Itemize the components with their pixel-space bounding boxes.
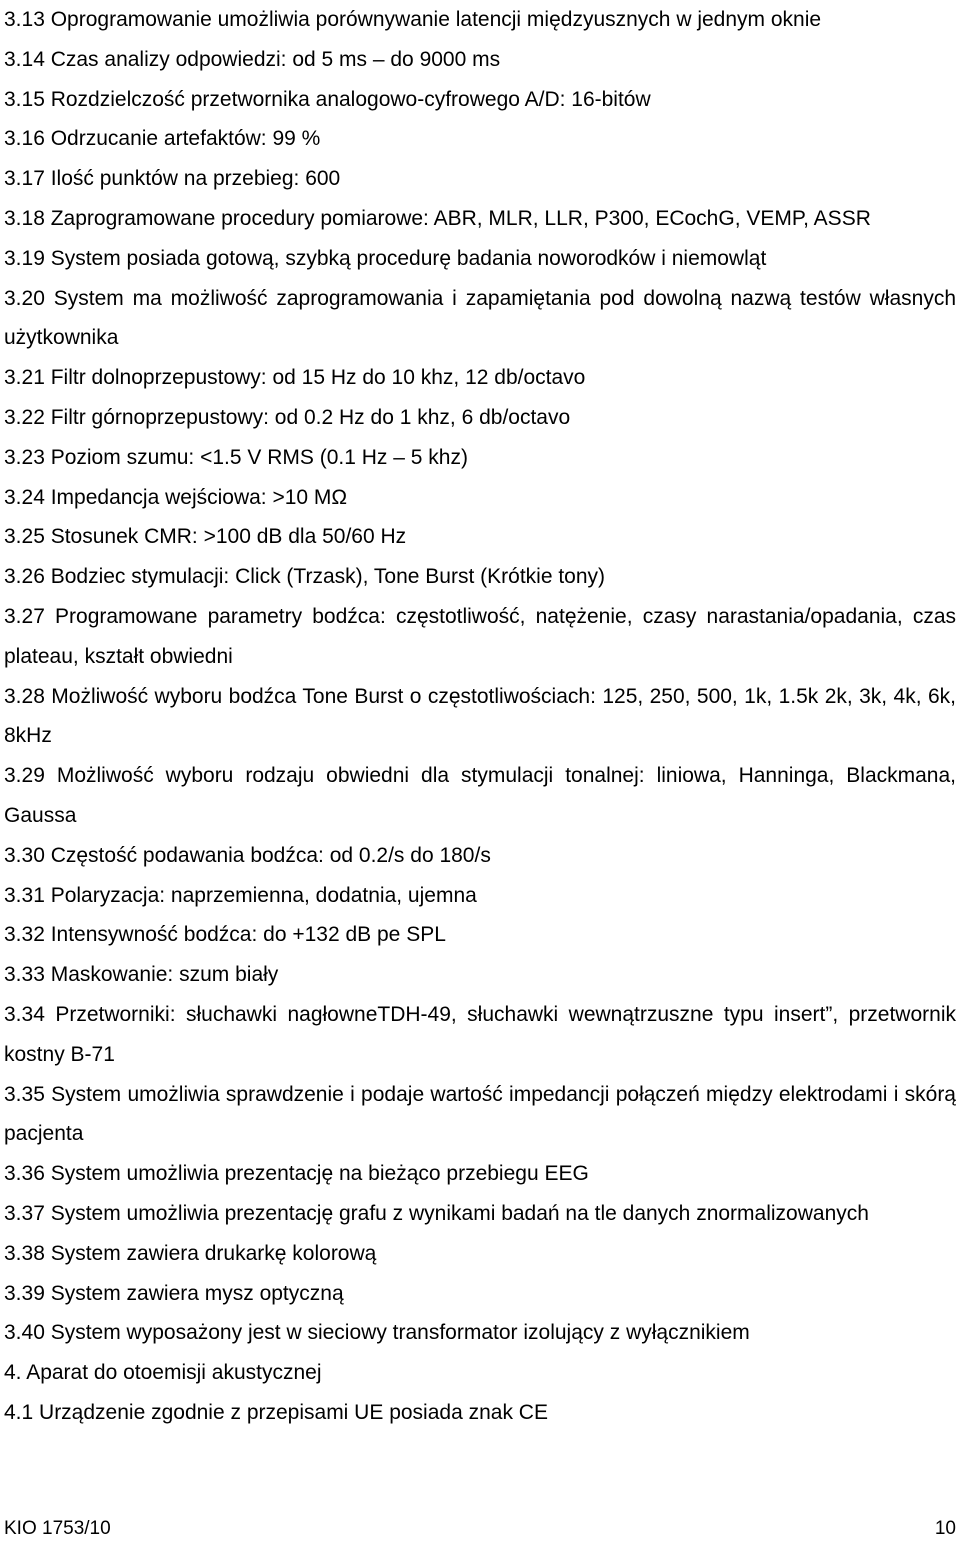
spec-item-3-22: 3.22 Filtr górnoprzepustowy: od 0.2 Hz do 1 khz, 6 db/octavo: [4, 405, 571, 429]
spec-item-3-34: 3.34 Przetworniki: słuchawki nagłowneTDH-49, słuchawki wewnątrzuszne typu insert”, przetwornik kostny B-71: [4, 1002, 956, 1066]
spec-item-3-20: 3.20 System ma możliwość zaprogramowania i zapamiętania pod dowolną nazwą testów własnych użytkownika: [4, 286, 956, 350]
spec-item-3-30: 3.30 Częstość podawania bodźca: od 0.2/s do 180/s: [4, 843, 491, 867]
spec-item-3-29: 3.29 Możliwość wyboru rodzaju obwiedni dla stymulacji tonalnej: liniowa, Hanninga, Blackmana, Gaussa: [4, 764, 956, 827]
spec-item-3-16: 3.16 Odrzucanie artefaktów: 99 %: [4, 127, 321, 151]
spec-item-3-15: 3.15 Rozdzielczość przetwornika analogowo-cyfrowego A/D: 16-bitów: [4, 87, 651, 111]
spec-item-3-24: 3.24 Impedancja wejściowa: >10 MΩ: [4, 485, 348, 509]
spec-item-3-32: 3.32 Intensywność bodźca: do +132 dB pe SPL: [4, 923, 446, 947]
page-footer: [4, 1518, 956, 1540]
spec-item-4-1: 4.1 Urządzenie zgodnie z przepisami UE posiada znak CE: [4, 1400, 548, 1424]
spec-item-3-25: 3.25 Stosunek CMR: >100 dB dla 50/60 Hz: [4, 525, 407, 549]
spec-item-3-14: 3.14 Czas analizy odpowiedzi: od 5 ms – do 9000 ms: [4, 47, 501, 71]
spec-item-3-18: 3.18 Zaprogramowane procedury pomiarowe: ABR, MLR, LLR, P300, ECochG, VEMP, ASSR: [4, 206, 871, 230]
spec-item-3-26: 3.26 Bodziec stymulacji: Click (Trzask), Tone Burst (Krótkie tony): [4, 565, 606, 589]
spec-item-3-35: 3.35 System umożliwia sprawdzenie i podaje wartość impedancji połączeń między elektrodami i skórą pacjenta: [4, 1082, 956, 1146]
spec-item-3-19: 3.19 System posiada gotową, szybką procedurę badania noworodków i niemowląt: [4, 246, 767, 270]
spec-item-3-23: 3.23 Poziom szumu: <1.5 V RMS (0.1 Hz – 5 khz): [4, 445, 468, 469]
section-heading-4: 4. Aparat do otoemisji akustycznej: [4, 1361, 322, 1385]
footer-reference: KIO 1753/10: [4, 1518, 111, 1539]
spec-item-3-17: 3.17 Ilość punktów na przebieg: 600: [4, 167, 341, 191]
spec-item-3-27: 3.27 Programowane parametry bodźca: częstotliwość, natężenie, czasy narastania/opadania, czas plateau, kształt obwiedni: [4, 604, 956, 668]
page-number: 10: [934, 1518, 956, 1539]
spec-item-3-39: 3.39 System zawiera mysz optyczną: [4, 1281, 344, 1305]
spec-item-3-36: 3.36 System umożliwia prezentację na bieżąco przebiegu EEG: [4, 1162, 589, 1186]
spec-item-3-28: 3.28 Możliwość wyboru bodźca Tone Burst o częstotliwościach: 125, 250, 500, 1k, 1.5k 2k, 3k, 4k, 6k, 8kHz: [4, 684, 956, 748]
document-body: [4, 0, 956, 1433]
spec-item-3-31: 3.31 Polaryzacja: naprzemienna, dodatnia, ujemna: [4, 883, 477, 907]
spec-item-3-21: 3.21 Filtr dolnoprzepustowy: od 15 Hz do 10 khz, 12 db/octavo: [4, 366, 586, 390]
spec-item-3-37: 3.37 System umożliwia prezentację grafu z wynikami badań na tle danych znormalizowanych: [4, 1201, 869, 1225]
spec-item-3-40: 3.40 System wyposażony jest w sieciowy transformator izolujący z wyłącznikiem: [4, 1321, 750, 1345]
spec-item-3-13: 3.13 Oprogramowanie umożliwia porównywanie latencji międzyusznych w jednym oknie: [4, 8, 822, 31]
spec-item-3-38: 3.38 System zawiera drukarkę kolorową: [4, 1241, 377, 1265]
spec-item-3-33: 3.33 Maskowanie: szum biały: [4, 963, 279, 987]
